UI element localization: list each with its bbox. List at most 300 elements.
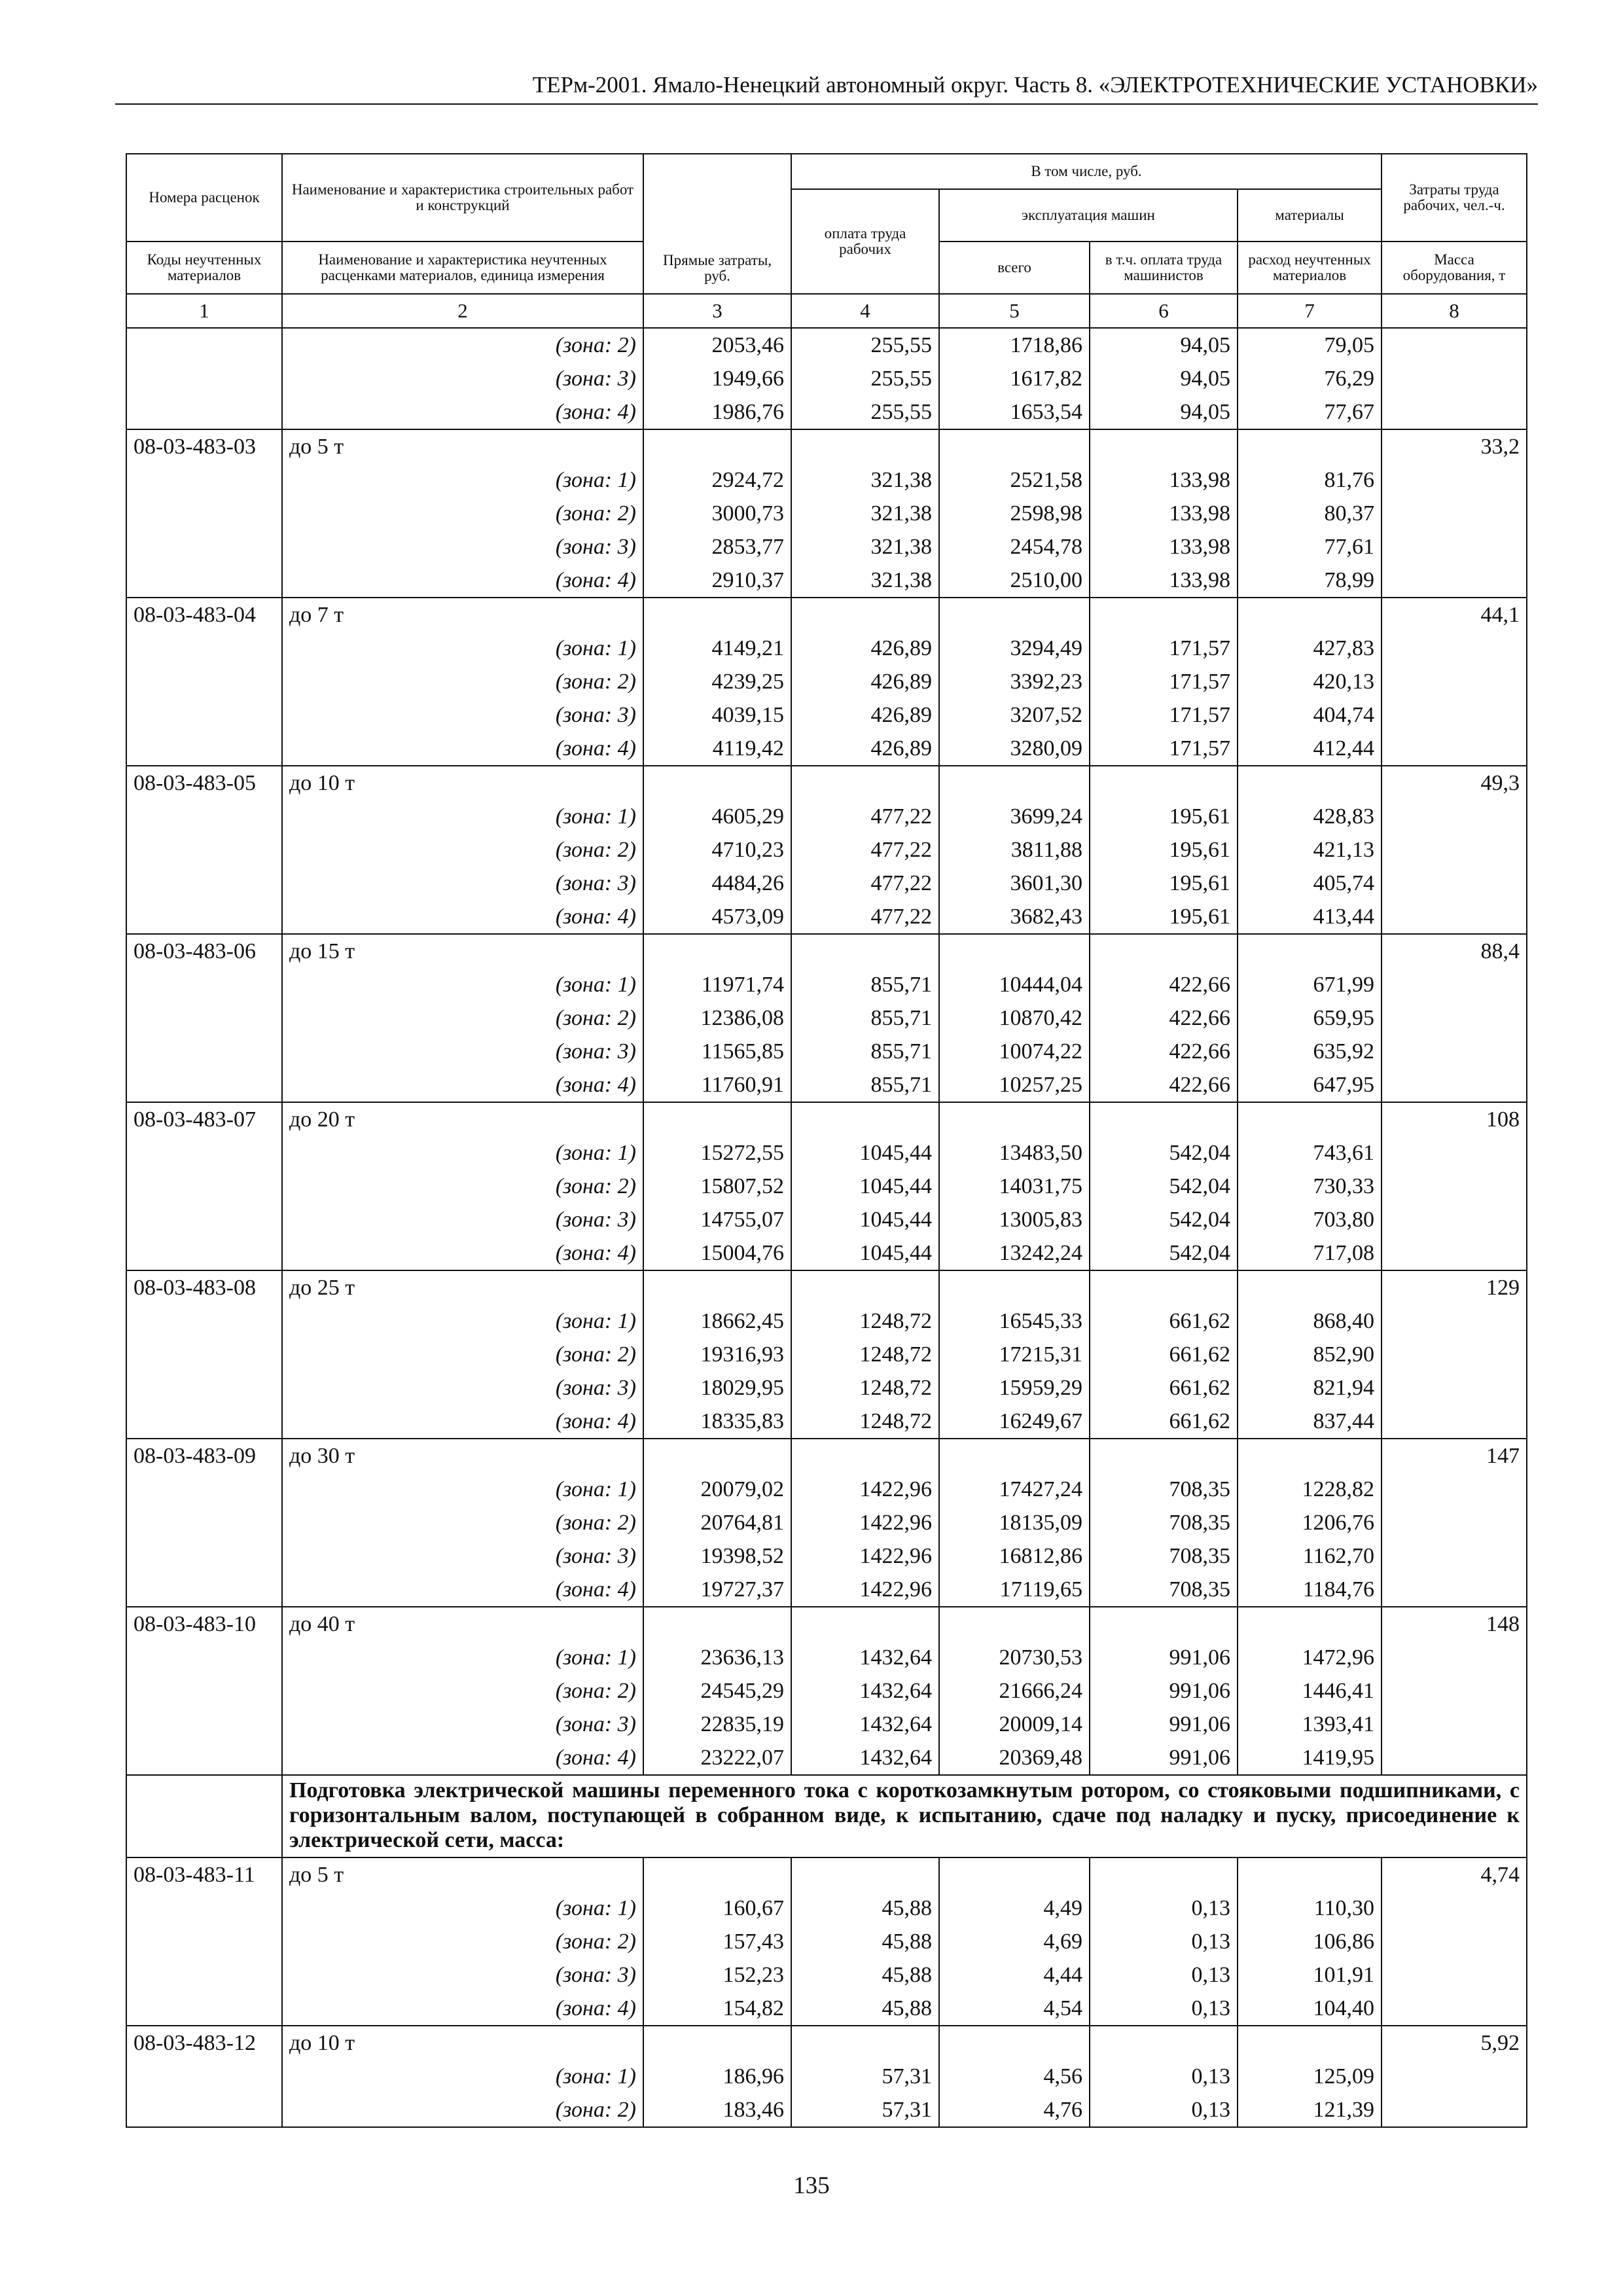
rate-code: 08-03-483-04 <box>126 598 282 632</box>
header-rate-numbers: Номера расценок <box>126 154 282 242</box>
direct-costs: 12386,08 <box>643 1001 791 1035</box>
zone-label: (зона: 3) <box>555 1375 636 1400</box>
empty-cell <box>1090 1607 1238 1641</box>
labor-pay: 321,38 <box>791 463 939 497</box>
labor-pay: 1432,64 <box>791 1708 939 1741</box>
rate-group <box>126 1270 1527 1439</box>
labor-pay: 855,71 <box>791 1068 939 1102</box>
empty-cell <box>126 1992 282 2026</box>
machinist-pay: 94,05 <box>1090 395 1238 429</box>
zone-cell <box>282 2093 643 2127</box>
zone-row <box>126 463 1527 497</box>
rate-header-row <box>126 1270 1527 1304</box>
zone-cell <box>282 867 643 900</box>
materials: 412,44 <box>1238 732 1382 766</box>
direct-costs: 2910,37 <box>643 564 791 598</box>
zone-cell <box>282 1473 643 1506</box>
zone-cell <box>282 1405 643 1439</box>
empty-cell <box>643 1607 791 1641</box>
empty-cell <box>126 1539 282 1573</box>
zone-cell <box>282 1539 643 1573</box>
machinist-pay: 542,04 <box>1090 1203 1238 1236</box>
machinist-pay: 0,13 <box>1090 1892 1238 1925</box>
empty-cell <box>1238 1607 1382 1641</box>
materials: 101,91 <box>1238 1958 1382 1992</box>
machines-total: 17427,24 <box>939 1473 1090 1506</box>
machines-total: 18135,09 <box>939 1506 1090 1539</box>
empty-cell <box>126 968 282 1001</box>
empty-cell <box>1382 1001 1527 1035</box>
zone-cell <box>282 1170 643 1203</box>
zone-label: (зона: 4) <box>555 1072 636 1097</box>
zone-cell <box>282 833 643 867</box>
empty-cell <box>1382 1674 1527 1708</box>
zone-cell <box>282 395 643 429</box>
machines-total: 4,54 <box>939 1992 1090 2026</box>
materials: 77,61 <box>1238 530 1382 564</box>
zone-cell <box>282 698 643 732</box>
empty-cell <box>1238 766 1382 800</box>
rate-group <box>126 934 1527 1102</box>
direct-costs: 157,43 <box>643 1925 791 1958</box>
empty-cell <box>126 632 282 665</box>
empty-cell <box>1382 1035 1527 1068</box>
empty-cell <box>1382 328 1527 362</box>
header-rule <box>115 103 1538 105</box>
empty-cell <box>1382 1741 1527 1775</box>
direct-costs: 4484,26 <box>643 867 791 900</box>
empty-cell <box>791 429 939 463</box>
machinist-pay: 991,06 <box>1090 1641 1238 1674</box>
zone-cell <box>282 968 643 1001</box>
zone-cell <box>282 564 643 598</box>
machinist-pay: 542,04 <box>1090 1136 1238 1170</box>
materials: 743,61 <box>1238 1136 1382 1170</box>
direct-costs: 19727,37 <box>643 1573 791 1607</box>
zone-row <box>126 1371 1527 1405</box>
zone-row <box>126 530 1527 564</box>
empty-cell <box>126 1304 282 1338</box>
empty-cell <box>1090 598 1238 632</box>
section-heading <box>126 1775 1527 1857</box>
machines-total: 13005,83 <box>939 1203 1090 1236</box>
header-material-usage: расход неучтенных материалов <box>1238 242 1382 294</box>
empty-cell <box>1382 530 1527 564</box>
materials: 428,83 <box>1238 800 1382 833</box>
machines-total: 4,56 <box>939 2060 1090 2093</box>
materials: 413,44 <box>1238 900 1382 934</box>
empty-cell <box>1382 1473 1527 1506</box>
empty-cell <box>1090 934 1238 968</box>
rate-code: 08-03-483-08 <box>126 1270 282 1304</box>
zone-cell <box>282 362 643 395</box>
zone-row <box>126 968 1527 1001</box>
zone-cell <box>282 900 643 934</box>
empty-cell <box>939 1607 1090 1641</box>
materials: 1206,76 <box>1238 1506 1382 1539</box>
rate-group <box>126 766 1527 934</box>
zone-row <box>126 1068 1527 1102</box>
empty-cell <box>1238 1102 1382 1136</box>
rate-group <box>126 1102 1527 1270</box>
rate-name: до 10 т <box>282 766 643 800</box>
empty-cell <box>126 1405 282 1439</box>
zone-cell <box>282 1001 643 1035</box>
labor-pay: 1045,44 <box>791 1203 939 1236</box>
zone-label: (зона: 2) <box>555 501 636 526</box>
machinist-pay: 661,62 <box>1090 1371 1238 1405</box>
empty-cell <box>126 564 282 598</box>
empty-cell <box>1382 2060 1527 2093</box>
empty-cell <box>1382 1992 1527 2026</box>
materials: 671,99 <box>1238 968 1382 1001</box>
empty-cell <box>1382 1338 1527 1371</box>
materials: 1228,82 <box>1238 1473 1382 1506</box>
zone-cell <box>282 800 643 833</box>
zone-row <box>126 1170 1527 1203</box>
zone-label: (зона: 1) <box>555 1895 636 1920</box>
labor-pay: 321,38 <box>791 497 939 530</box>
empty-cell <box>791 766 939 800</box>
machines-total: 20009,14 <box>939 1708 1090 1741</box>
column-number: 5 <box>939 294 1090 328</box>
machinist-pay: 133,98 <box>1090 463 1238 497</box>
zone-row <box>126 800 1527 833</box>
zone-label: (зона: 1) <box>555 1308 636 1333</box>
machines-total: 16545,33 <box>939 1304 1090 1338</box>
machinist-pay: 422,66 <box>1090 1035 1238 1068</box>
materials: 80,37 <box>1238 497 1382 530</box>
labor-costs: 5,92 <box>1382 2026 1527 2060</box>
empty-cell <box>126 1203 282 1236</box>
header-materials: материалы <box>1238 189 1382 242</box>
labor-pay: 1422,96 <box>791 1473 939 1506</box>
header-labor-pay: оплата труда рабочих <box>791 189 939 294</box>
zone-label: (зона: 3) <box>555 1712 636 1736</box>
materials: 106,86 <box>1238 1925 1382 1958</box>
direct-costs: 2853,77 <box>643 530 791 564</box>
rate-code: 08-03-483-10 <box>126 1607 282 1641</box>
machines-total: 10074,22 <box>939 1035 1090 1068</box>
empty-cell <box>126 1338 282 1371</box>
column-number: 1 <box>126 294 282 328</box>
labor-pay: 321,38 <box>791 564 939 598</box>
machines-total: 3294,49 <box>939 632 1090 665</box>
empty-cell <box>939 1270 1090 1304</box>
zone-label: (зона: 1) <box>555 1645 636 1670</box>
zone-label: (зона: 3) <box>555 1962 636 1987</box>
labor-costs: 108 <box>1382 1102 1527 1136</box>
materials: 110,30 <box>1238 1892 1382 1925</box>
zone-row <box>126 1708 1527 1741</box>
rate-group <box>126 1439 1527 1607</box>
empty-cell <box>1382 1170 1527 1203</box>
column-number: 8 <box>1382 294 1527 328</box>
zone-cell <box>282 1925 643 1958</box>
direct-costs: 11760,91 <box>643 1068 791 1102</box>
zone-cell <box>282 1506 643 1539</box>
zone-cell <box>282 665 643 698</box>
machines-total: 17215,31 <box>939 1338 1090 1371</box>
labor-pay: 1045,44 <box>791 1236 939 1270</box>
empty-cell <box>939 429 1090 463</box>
empty-cell <box>1382 2093 1527 2127</box>
empty-cell <box>126 530 282 564</box>
rate-name: до 15 т <box>282 934 643 968</box>
empty-cell <box>1238 2026 1382 2060</box>
machines-total: 17119,65 <box>939 1573 1090 1607</box>
empty-cell <box>126 1236 282 1270</box>
machinist-pay: 0,13 <box>1090 2093 1238 2127</box>
rate-header-row <box>126 429 1527 463</box>
direct-costs: 24545,29 <box>643 1674 791 1708</box>
empty-cell <box>1382 362 1527 395</box>
zone-cell <box>282 1992 643 2026</box>
labor-pay: 45,88 <box>791 1892 939 1925</box>
zone-row <box>126 1992 1527 2026</box>
zone-row <box>126 632 1527 665</box>
empty-cell <box>126 395 282 429</box>
zone-label: (зона: 4) <box>555 567 636 592</box>
zone-label: (зона: 3) <box>555 702 636 727</box>
zone-row <box>126 1236 1527 1270</box>
zone-label: (зона: 2) <box>555 1005 636 1030</box>
header-machines-total: всего <box>939 242 1090 294</box>
machines-total: 3811,88 <box>939 833 1090 867</box>
empty-cell <box>126 1641 282 1674</box>
zone-cell <box>282 1708 643 1741</box>
header-direct-costs: Прямые затраты, руб. <box>643 154 791 294</box>
empty-cell <box>643 1102 791 1136</box>
labor-pay: 1248,72 <box>791 1405 939 1439</box>
zone-row <box>126 732 1527 766</box>
machinist-pay: 0,13 <box>1090 1958 1238 1992</box>
zone-row <box>126 1641 1527 1674</box>
labor-pay: 426,89 <box>791 665 939 698</box>
machines-total: 3280,09 <box>939 732 1090 766</box>
zone-row <box>126 1473 1527 1506</box>
direct-costs: 152,23 <box>643 1958 791 1992</box>
zone-label: (зона: 4) <box>555 1408 636 1433</box>
zone-row <box>126 1958 1527 1992</box>
labor-costs: 33,2 <box>1382 429 1527 463</box>
empty-cell <box>939 1102 1090 1136</box>
direct-costs: 1986,76 <box>643 395 791 429</box>
zone-label: (зона: 2) <box>555 1510 636 1535</box>
zone-row <box>126 1892 1527 1925</box>
header-machine-operation: эксплуатация машин <box>939 189 1238 242</box>
materials: 837,44 <box>1238 1405 1382 1439</box>
empty-cell <box>1382 665 1527 698</box>
column-number: 2 <box>282 294 643 328</box>
materials: 125,09 <box>1238 2060 1382 2093</box>
rate-code: 08-03-483-03 <box>126 429 282 463</box>
zone-cell <box>282 1203 643 1236</box>
zone-cell <box>282 1068 643 1102</box>
empty-cell <box>1238 598 1382 632</box>
labor-pay: 1432,64 <box>791 1674 939 1708</box>
empty-cell <box>1382 900 1527 934</box>
empty-cell <box>791 1607 939 1641</box>
rate-group <box>126 1607 1527 1775</box>
empty-cell <box>791 598 939 632</box>
zone-label: (зона: 1) <box>555 1140 636 1165</box>
empty-cell <box>1382 497 1527 530</box>
materials: 76,29 <box>1238 362 1382 395</box>
machines-total: 1718,86 <box>939 328 1090 362</box>
empty-cell <box>1382 732 1527 766</box>
machines-total: 16812,86 <box>939 1539 1090 1573</box>
empty-cell <box>1238 1439 1382 1473</box>
empty-cell <box>126 1001 282 1035</box>
column-number: 7 <box>1238 294 1382 328</box>
direct-costs: 18335,83 <box>643 1405 791 1439</box>
direct-costs: 154,82 <box>643 1992 791 2026</box>
empty-cell <box>126 1170 282 1203</box>
labor-pay: 1248,72 <box>791 1304 939 1338</box>
rate-code: 08-03-483-07 <box>126 1102 282 1136</box>
rate-header-row <box>126 598 1527 632</box>
header-material-names: Наименование и характеристика неучтенных расценками материалов, единица измерения <box>282 242 643 294</box>
empty-cell <box>126 362 282 395</box>
zone-label: (зона: 4) <box>555 736 636 761</box>
machines-total: 10870,42 <box>939 1001 1090 1035</box>
direct-costs: 4710,23 <box>643 833 791 867</box>
rate-name: до 5 т <box>282 1857 643 1892</box>
empty-cell <box>1382 1405 1527 1439</box>
direct-costs: 11565,85 <box>643 1035 791 1068</box>
zone-cell <box>282 1674 643 1708</box>
machinist-pay: 94,05 <box>1090 362 1238 395</box>
machinist-pay: 708,35 <box>1090 1506 1238 1539</box>
empty-cell <box>1382 395 1527 429</box>
zone-cell <box>282 1236 643 1270</box>
zone-label: (зона: 2) <box>555 1678 636 1703</box>
materials: 1162,70 <box>1238 1539 1382 1573</box>
machinist-pay: 171,57 <box>1090 665 1238 698</box>
rate-code: 08-03-483-12 <box>126 2026 282 2060</box>
labor-pay: 426,89 <box>791 632 939 665</box>
materials: 405,74 <box>1238 867 1382 900</box>
empty-cell <box>791 2026 939 2060</box>
empty-cell <box>126 1573 282 1607</box>
empty-cell <box>1382 1958 1527 1992</box>
labor-pay: 477,22 <box>791 867 939 900</box>
header-including: В том числе, руб. <box>791 154 1382 189</box>
zone-label: (зона: 1) <box>555 1477 636 1501</box>
machinist-pay: 991,06 <box>1090 1708 1238 1741</box>
zone-cell <box>282 497 643 530</box>
materials: 852,90 <box>1238 1338 1382 1371</box>
labor-pay: 855,71 <box>791 1035 939 1068</box>
zone-row <box>126 1136 1527 1170</box>
labor-pay: 426,89 <box>791 732 939 766</box>
labor-pay: 57,31 <box>791 2093 939 2127</box>
empty-cell <box>126 1473 282 1506</box>
empty-cell <box>126 1035 282 1068</box>
rate-name: до 10 т <box>282 2026 643 2060</box>
machines-total: 4,76 <box>939 2093 1090 2127</box>
empty-cell <box>1382 1892 1527 1925</box>
empty-cell <box>126 867 282 900</box>
empty-cell <box>643 1439 791 1473</box>
zone-label: (зона: 2) <box>555 1929 636 1954</box>
direct-costs: 18662,45 <box>643 1304 791 1338</box>
column-numbers-row <box>126 294 1527 328</box>
zone-label: (зона: 3) <box>555 366 636 391</box>
zone-row <box>126 497 1527 530</box>
empty-cell <box>1382 1203 1527 1236</box>
zone-label: (зона: 4) <box>555 1996 636 2020</box>
zone-label: (зона: 1) <box>555 467 636 492</box>
zone-label: (зона: 3) <box>555 870 636 895</box>
empty-cell <box>939 598 1090 632</box>
empty-cell <box>939 1439 1090 1473</box>
zone-row <box>126 1405 1527 1439</box>
labor-pay: 477,22 <box>791 833 939 867</box>
machines-total: 15959,29 <box>939 1371 1090 1405</box>
zone-row <box>126 1539 1527 1573</box>
zone-label: (зона: 3) <box>555 1543 636 1568</box>
page-number: 135 <box>793 2172 830 2199</box>
machinist-pay: 195,61 <box>1090 833 1238 867</box>
empty-cell <box>1090 1102 1238 1136</box>
labor-pay: 1045,44 <box>791 1136 939 1170</box>
empty-cell <box>1382 1925 1527 1958</box>
labor-pay: 1422,96 <box>791 1539 939 1573</box>
labor-pay: 1432,64 <box>791 1641 939 1674</box>
labor-pay: 1422,96 <box>791 1506 939 1539</box>
machinist-pay: 422,66 <box>1090 1068 1238 1102</box>
empty-cell <box>126 2060 282 2093</box>
materials: 421,13 <box>1238 833 1382 867</box>
rate-code: 08-03-483-06 <box>126 934 282 968</box>
direct-costs: 22835,19 <box>643 1708 791 1741</box>
zone-cell <box>282 463 643 497</box>
direct-costs: 15004,76 <box>643 1236 791 1270</box>
labor-pay: 57,31 <box>791 2060 939 2093</box>
materials: 78,99 <box>1238 564 1382 598</box>
labor-pay: 1248,72 <box>791 1338 939 1371</box>
direct-costs: 20764,81 <box>643 1506 791 1539</box>
rate-header-row <box>126 1857 1527 1892</box>
direct-costs: 18029,95 <box>643 1371 791 1405</box>
empty-cell <box>791 1102 939 1136</box>
labor-pay: 1045,44 <box>791 1170 939 1203</box>
machinist-pay: 708,35 <box>1090 1539 1238 1573</box>
empty-cell <box>791 1439 939 1473</box>
column-number: 6 <box>1090 294 1238 328</box>
rate-header-row <box>126 934 1527 968</box>
direct-costs: 23222,07 <box>643 1741 791 1775</box>
zone-cell <box>282 328 643 362</box>
labor-pay: 255,55 <box>791 328 939 362</box>
empty-cell <box>1382 463 1527 497</box>
empty-cell <box>126 800 282 833</box>
empty-cell <box>643 598 791 632</box>
empty-cell <box>1382 800 1527 833</box>
zone-row <box>126 833 1527 867</box>
direct-costs: 186,96 <box>643 2060 791 2093</box>
direct-costs: 4039,15 <box>643 698 791 732</box>
empty-cell <box>1090 766 1238 800</box>
direct-costs: 20079,02 <box>643 1473 791 1506</box>
zone-row <box>126 362 1527 395</box>
empty-cell <box>643 934 791 968</box>
rate-header-row <box>126 1439 1527 1473</box>
materials: 420,13 <box>1238 665 1382 698</box>
empty-cell <box>1382 833 1527 867</box>
